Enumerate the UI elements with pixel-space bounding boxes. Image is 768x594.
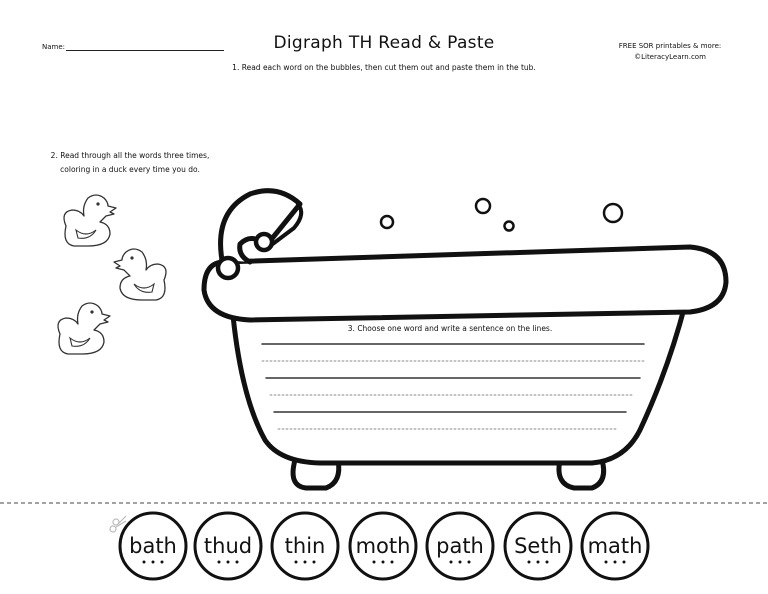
word-bubble[interactable] <box>272 513 338 579</box>
sound-dot <box>373 561 376 564</box>
word-bubble-label: math <box>587 534 643 558</box>
sound-dot <box>218 561 221 564</box>
word-bubble-label: thud <box>203 534 253 558</box>
word-bubble[interactable] <box>120 513 186 579</box>
bathtub-drawing <box>204 191 726 488</box>
sound-dot <box>450 561 453 564</box>
sound-dot <box>605 561 608 564</box>
sound-dot <box>528 561 531 564</box>
sound-dot <box>295 561 298 564</box>
duck-icon[interactable] <box>114 249 166 300</box>
brand-line-2: ©LiteracyLearn.com <box>634 53 706 61</box>
instruction-step-1: 1. Read each word on the bubbles, then cut them out and paste them in the tub. <box>232 63 536 72</box>
sound-dot <box>623 561 626 564</box>
word-bubble-label: path <box>436 534 484 558</box>
sound-dot <box>391 561 394 564</box>
brand-line-1: FREE SOR printables & more: <box>618 42 722 50</box>
sound-dot <box>227 561 230 564</box>
duck-icon[interactable] <box>58 303 110 354</box>
instruction-step-3: 3. Choose one word and write a sentence on the lines. <box>347 324 553 333</box>
sound-dot <box>382 561 385 564</box>
word-bubble[interactable] <box>505 513 571 579</box>
word-bubble[interactable] <box>350 513 416 579</box>
sound-dot <box>468 561 471 564</box>
sound-dot <box>143 561 146 564</box>
sound-dot <box>546 561 549 564</box>
word-bubble-label: moth <box>355 534 411 558</box>
sound-dot <box>152 561 155 564</box>
sound-dot <box>161 561 164 564</box>
sound-dot <box>304 561 307 564</box>
word-bubble-label: bath <box>129 534 177 558</box>
word-bubble-label: Seth <box>514 534 562 558</box>
instruction-step-2-line-2: coloring in a duck every time you do. <box>60 165 200 174</box>
sound-dot <box>313 561 316 564</box>
name-label: Name: <box>42 43 66 51</box>
page-title: Digraph TH Read & Paste <box>273 33 495 53</box>
word-bubble[interactable] <box>582 513 648 579</box>
word-bubble[interactable] <box>195 513 261 579</box>
duck-icon[interactable] <box>64 195 116 246</box>
sound-dot <box>236 561 239 564</box>
bubble-icon <box>381 199 622 231</box>
word-bubble[interactable] <box>427 513 493 579</box>
sound-dot <box>537 561 540 564</box>
sound-dot <box>614 561 617 564</box>
word-bubble-label: thin <box>284 534 326 558</box>
instruction-step-2-line-1: 2. Read through all the words three times, <box>50 151 210 160</box>
sound-dot <box>459 561 462 564</box>
